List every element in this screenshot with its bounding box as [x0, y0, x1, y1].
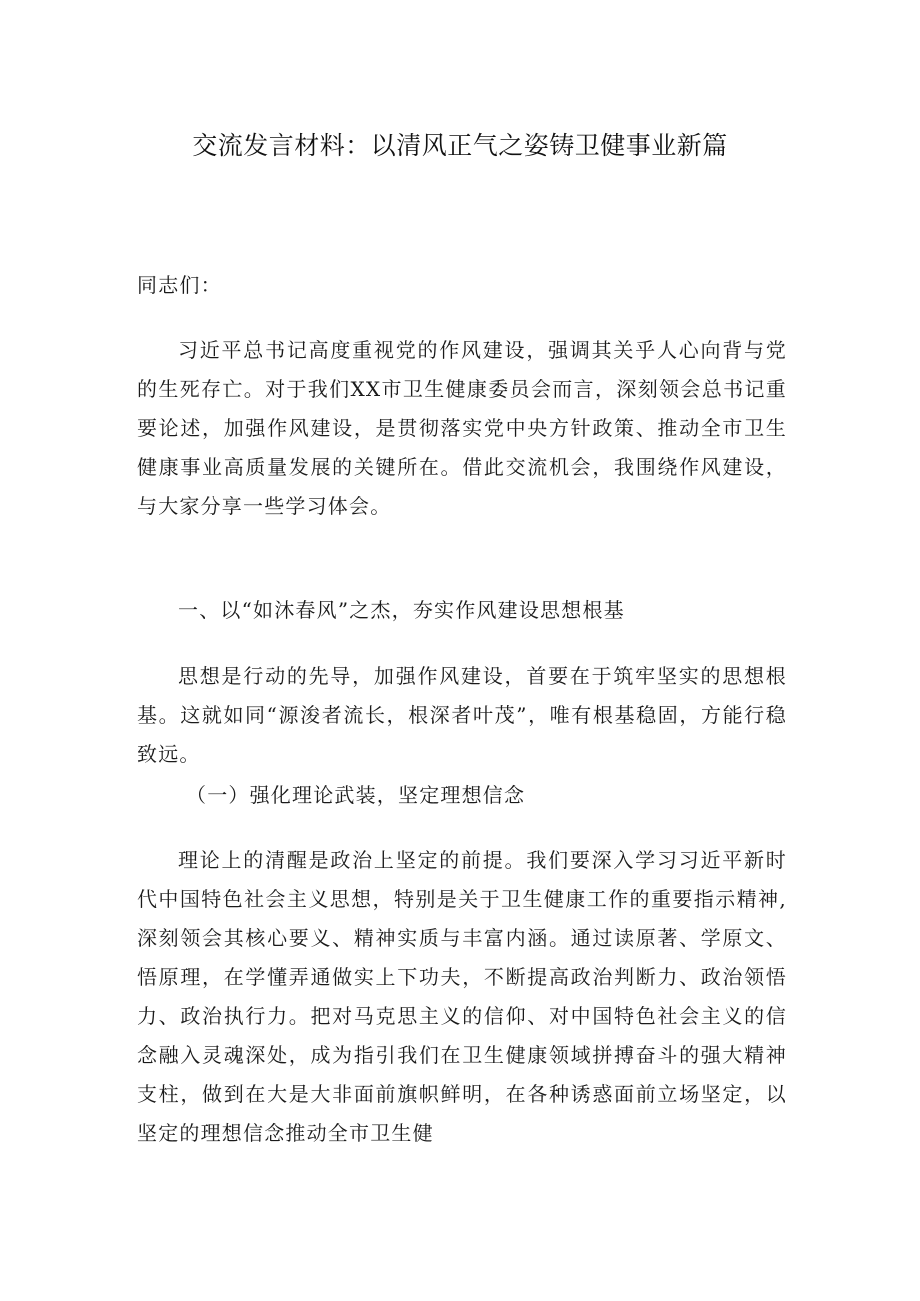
paragraph-section-1: 思想是行动的先导，加强作风建设，首要在于筑牢坚实的思想根基。这就如同“源浚者流长，根深者叶茂”，唯有根基稳固，方能行稳致远。: [137, 664, 787, 766]
paragraph-intro: 习近平总书记高度重视党的作风建设，强调其关乎人心向背与党的生死存亡。对于我们XX市卫生健康委员会而言，深刻领会总书记重要论述，加强作风建设，是贯彻落实党中央方针政策、推动全市卫生健康事业高质量发展的关键所在。借此交流机会，我围绕作风建设，与大家分享一些学习体会。: [137, 338, 787, 518]
subsection-heading-1: （一）强化理论武装，坚定理想信念: [186, 783, 526, 807]
salutation: 同志们：: [137, 273, 222, 297]
paragraph-subsection-1: 理论上的清醒是政治上坚定的前提。我们要深入学习习近平新时代中国特色社会主义思想，特别是关于卫生健康工作的重要指示精神,深刻领会其核心要义、精神实质与丰富内涵。通过读原著、学原文、悟原理，在学懂弄通做实上下功夫，不断提高政治判断力、政治领悟力、政治执行力。把对马克思主义的信仰、对中国特色社会主义的信念融入灵魂深处，成为指引我们在卫生健康领域拼搏奋斗的强大精神支柱，做到在大是大非面前旗帜鲜明，在各种诱惑面前立场坚定，以坚定的理想信念推动全市卫生健: [137, 848, 787, 1145]
document-title: 交流发言材料：以清风正气之姿铸卫健事业新篇: [192, 131, 728, 160]
section-heading-1: 一、以“如沐春风”之杰，夯实作风建设思想根基: [178, 598, 625, 622]
